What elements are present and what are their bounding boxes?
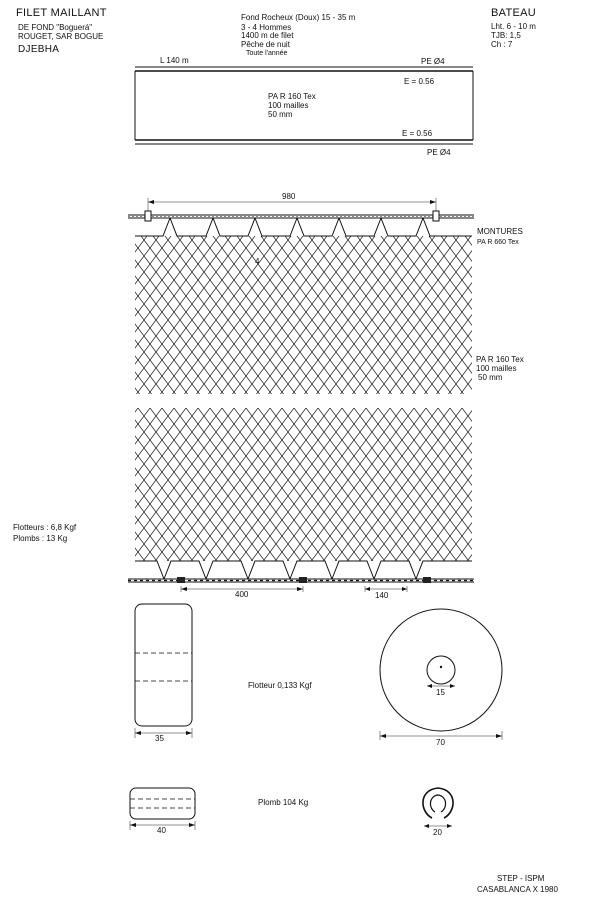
crew: 3 - 4 Hommes — [241, 23, 292, 32]
detail-top-rope — [128, 198, 474, 236]
sinker-ring-dim: 20 — [433, 828, 442, 837]
montures-material: PA R 660 Tex — [477, 239, 519, 246]
montures-label: MONTURES — [477, 227, 523, 236]
mesh-marker: 4 — [255, 257, 260, 266]
float-spacing-dim: 980 — [282, 192, 296, 201]
net-mesh-upper — [135, 236, 472, 394]
fishing-time: Pêche de nuit — [241, 40, 290, 49]
top-rope-label: PE Ø4 — [421, 57, 445, 66]
net-mesh-lower — [135, 408, 472, 561]
boat-power: Ch : 7 — [491, 40, 513, 49]
boat-length: Lht. 6 - 10 m — [491, 22, 536, 31]
float-width-dim: 35 — [155, 734, 164, 743]
hanging-ratio-top: E = 0.56 — [404, 77, 435, 86]
float-side-view — [135, 604, 192, 738]
drawing-title: FILET MAILLANT — [16, 7, 107, 19]
float-diameter-dim: 70 — [436, 738, 445, 747]
floats-total: Flotteurs : 6,8 Kgf — [13, 523, 77, 532]
target-species: ROUGET, SAR BOGUE — [18, 32, 104, 41]
net-length: 1400 m de filet — [241, 31, 294, 40]
boat-tonnage: TJB: 1,5 — [491, 31, 521, 40]
float-front-view — [380, 609, 502, 740]
sinker-side-view — [130, 788, 195, 830]
bottom-rope-label: PE Ø4 — [427, 148, 451, 157]
sinker-label: Plomb 104 Kg — [258, 798, 309, 807]
detail-bottom-rope — [128, 561, 474, 592]
trapezoid-spacing-dim: 140 — [375, 591, 389, 600]
sinker-spacing-dim: 400 — [235, 590, 249, 599]
float-label: Flotteur 0,133 Kgf — [248, 681, 312, 690]
sinker-ring-view — [423, 788, 453, 828]
detail-netting-material: PA R 160 Tex — [476, 355, 524, 364]
season: Toute l'année — [246, 50, 288, 57]
detail-netting-meshes: 100 mailles — [476, 364, 517, 373]
footer-institution: STEP - ISPM — [497, 874, 545, 883]
netting-mesh-size: 50 mm — [268, 110, 293, 119]
float-hole-dim: 15 — [436, 688, 445, 697]
boat-title: BATEAU — [491, 7, 536, 19]
sinker-width-dim: 40 — [157, 826, 166, 835]
bottom-type: Fond Rocheux (Doux) 15 - 35 m — [241, 13, 356, 22]
detail-netting-mesh-size: 50 mm — [478, 373, 503, 382]
netting-meshes: 100 mailles — [268, 101, 309, 110]
location: DJEBHA — [18, 44, 60, 55]
gear-type-line: DE FOND "Boguerá" — [18, 23, 93, 32]
footer-place-date: CASABLANCA X 1980 — [477, 885, 558, 894]
overview-length: L 140 m — [160, 56, 189, 65]
netting-material: PA R 160 Tex — [268, 92, 316, 101]
sinkers-total: Plombs : 13 Kg — [13, 534, 68, 543]
hanging-ratio-bottom: E = 0.56 — [402, 129, 433, 138]
